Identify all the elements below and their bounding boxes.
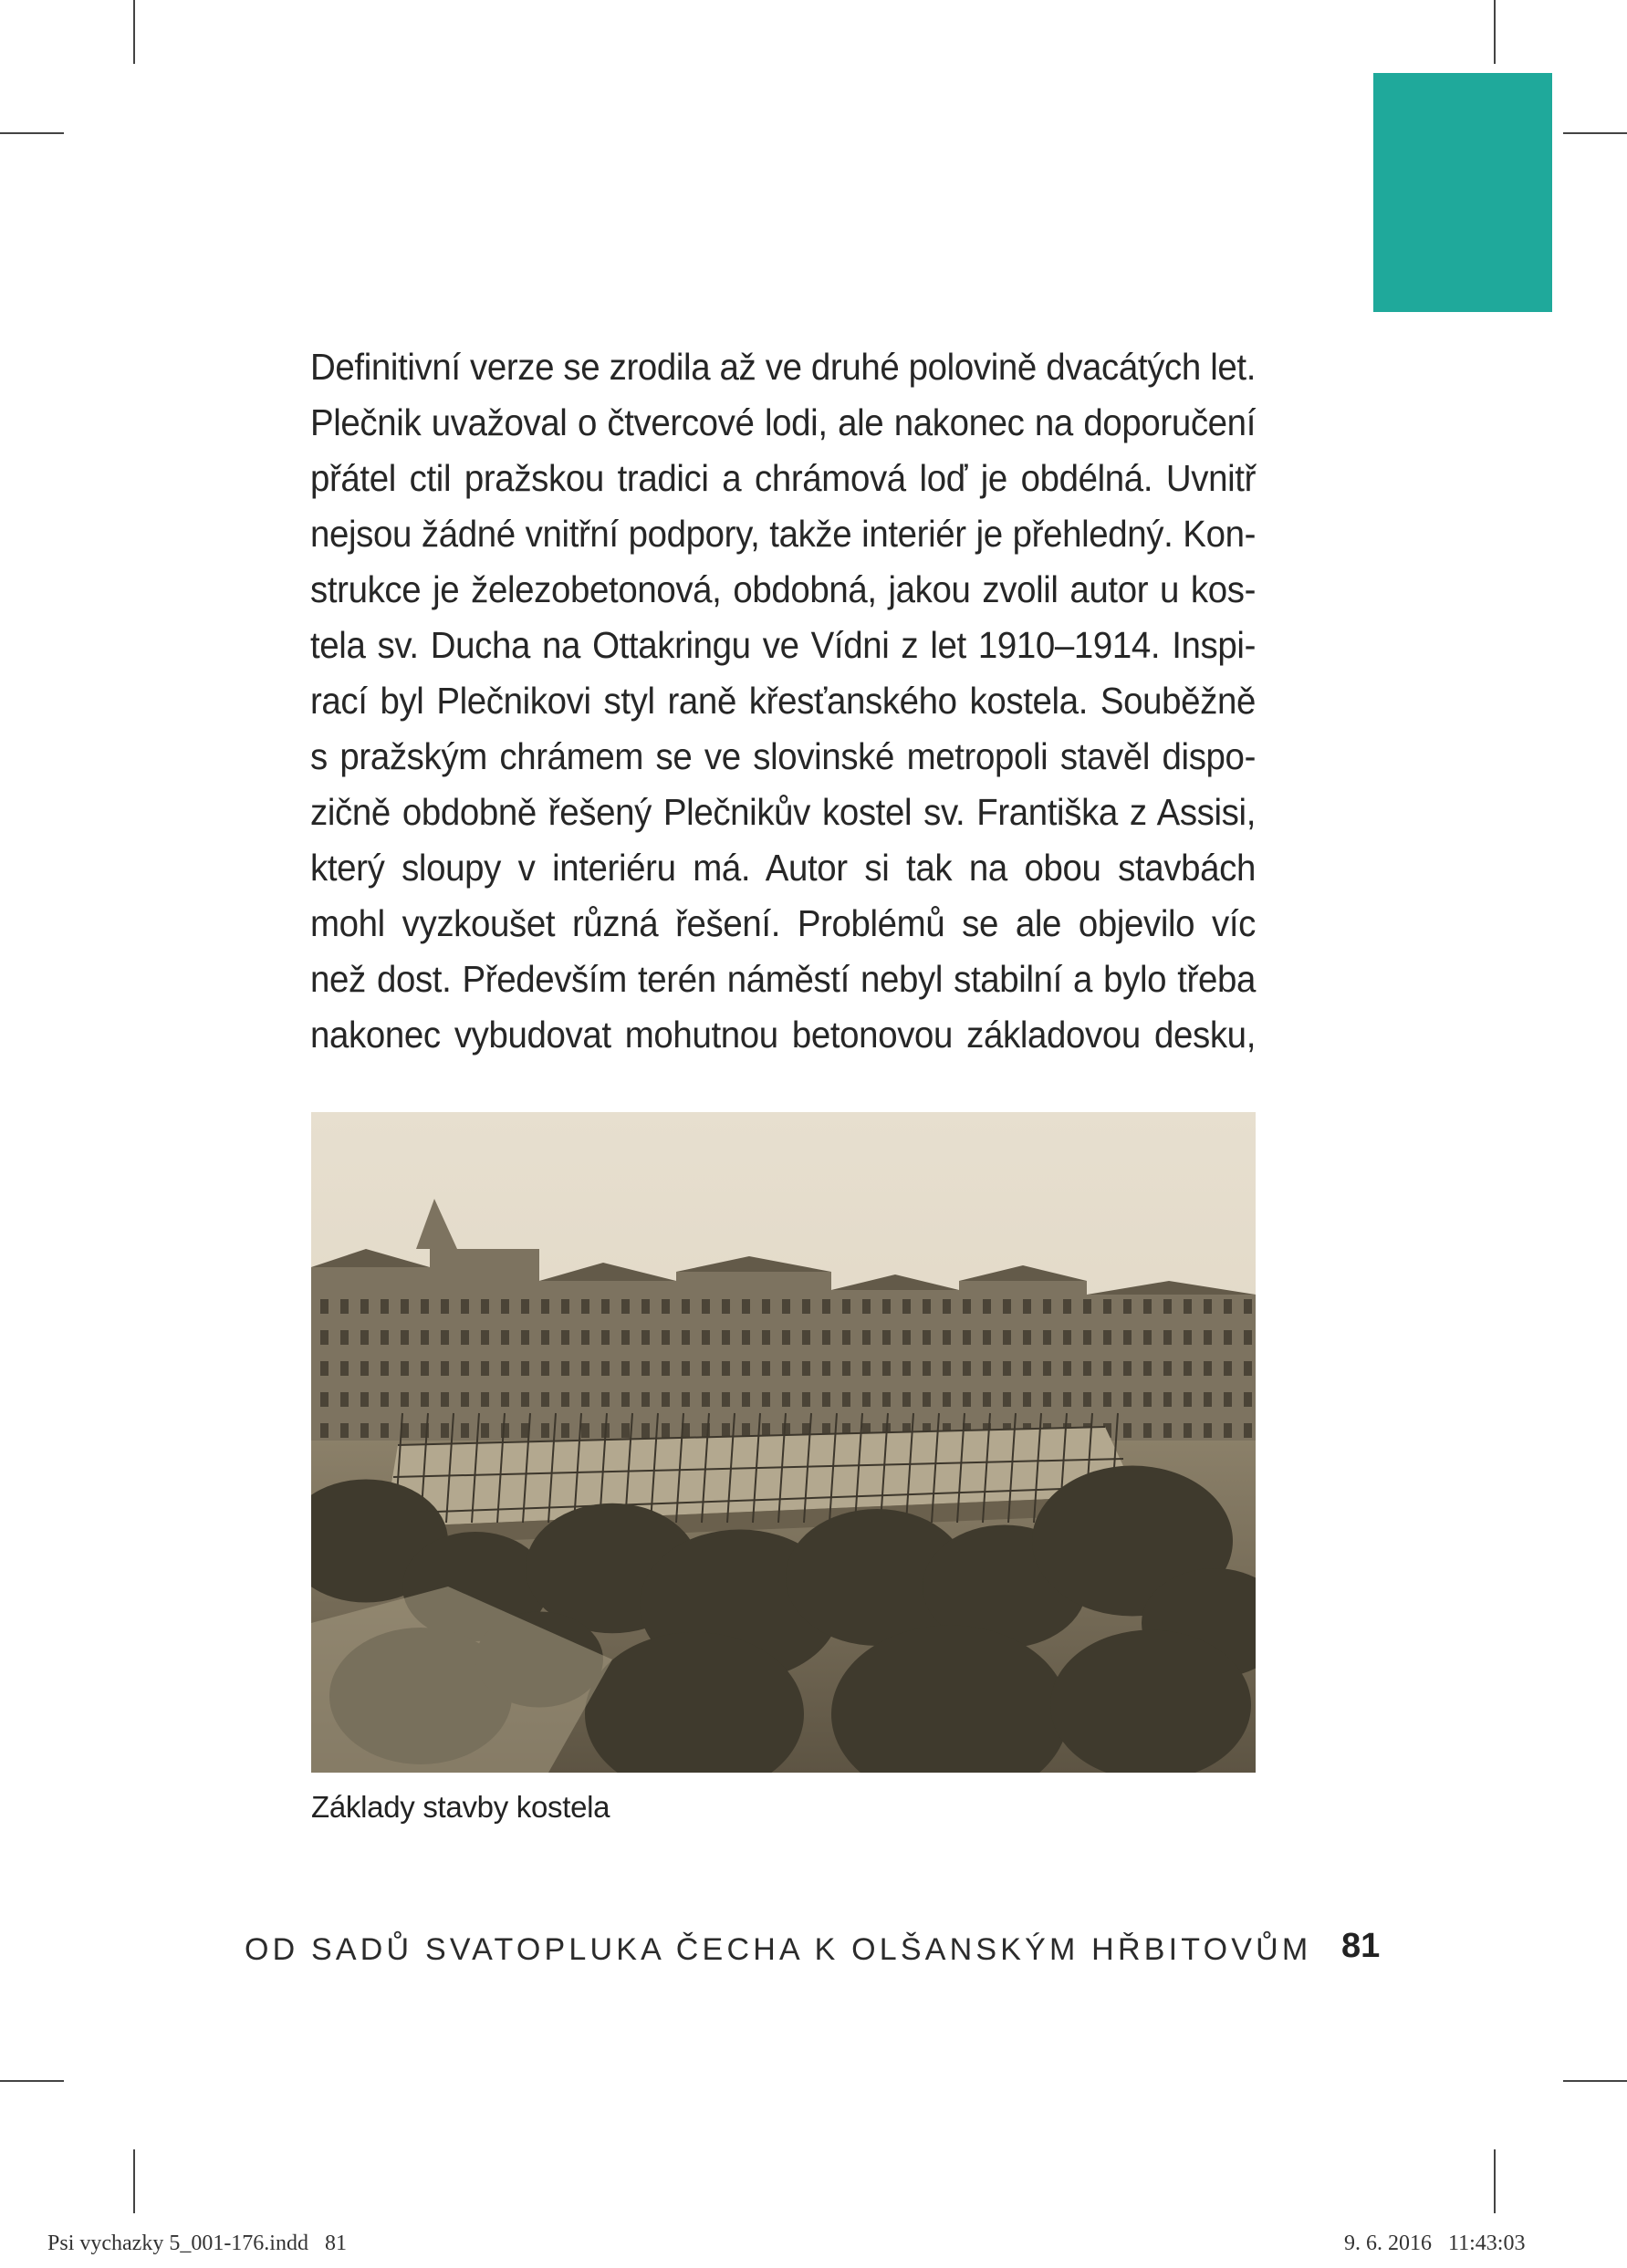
construction-photo [311,1112,1256,1773]
crop-mark-right-top [1563,132,1627,134]
body-line: strukce je železobetonová, obdobná, jakou zvolil autor u kos- [310,568,1256,610]
crop-mark-top-right [1494,0,1496,64]
body-line: než dost. Především terén náměstí nebyl stabilní a bylo třeba [310,958,1256,1000]
running-head: OD SADŮ SVATOPLUKA ČECHA K OLŠANSKÝM HŘBITOVŮM [245,1932,1312,1967]
crop-mark-left-top [0,132,64,134]
body-line: přátel ctil pražskou tradici a chrámová loď je obdélná. Uvnitř [310,457,1256,499]
construction-photo-drawing [311,1112,1256,1773]
body-line: nejsou žádné vnitřní podpory, takže interiér je přehledný. Kon- [310,513,1256,555]
body-line: s pražským chrámem se ve slovinské metropoli stavěl dispo- [310,735,1256,777]
crop-mark-bottom-left [133,2149,135,2213]
crop-mark-left-bottom [0,2080,64,2082]
body-line: nakonec vybudovat mohutnou betonovou základovou desku, [310,1014,1256,1056]
body-paragraph [310,339,1256,1063]
photo-caption: Základy stavby kostela [311,1790,610,1824]
crop-mark-bottom-right [1494,2149,1496,2213]
page-number: 81 [1341,1927,1381,1965]
body-line: tela sv. Ducha na Ottakringu ve Vídni z let 1910–1914. Inspi- [310,624,1256,666]
body-line: který sloupy v interiéru má. Autor si tak na obou stavbách [310,847,1256,889]
body-line: zičně obdobně řešený Plečnikův kostel sv. Františka z Assisi, [310,791,1256,833]
crop-mark-top-left [133,0,135,64]
body-line: Plečnik uvažoval o čtvercové lodi, ale nakonec na doporučení [310,401,1256,443]
slug-date-time: 9. 6. 2016 11:43:03 [1344,2232,1526,2255]
body-line: Definitivní verze se zrodila až ve druhé polovině dvacátých let. [310,346,1256,388]
chapter-color-tab [1373,73,1552,312]
slug-file-info: Psi vychazky 5_001-176.indd 81 [47,2232,347,2255]
crop-mark-right-bottom [1563,2080,1627,2082]
body-line: mohl vyzkoušet různá řešení. Problémů se ale objevilo víc [310,902,1256,944]
body-line: rací byl Plečnikovi styl raně křesťanského kostela. Souběžně [310,680,1256,722]
